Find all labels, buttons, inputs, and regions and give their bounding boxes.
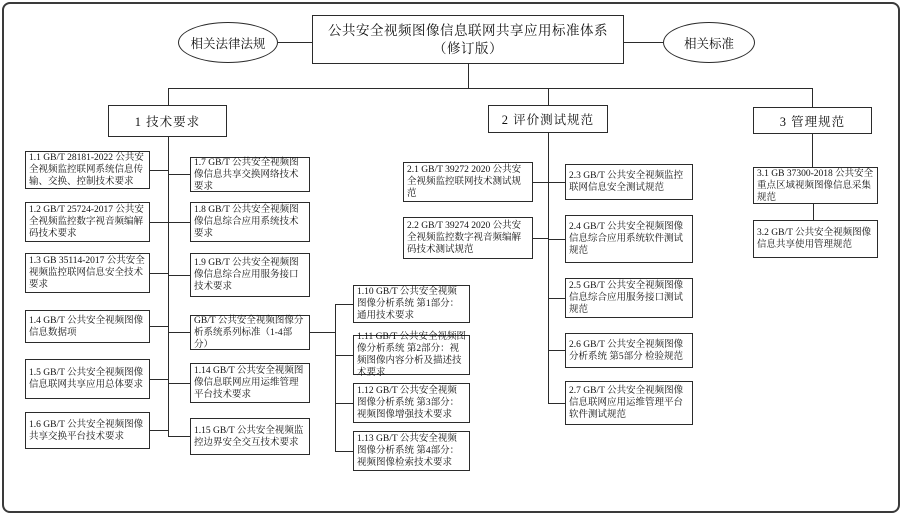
connector-line: [168, 436, 190, 437]
connector-line: [168, 275, 190, 276]
connector-line: [335, 451, 353, 452]
std-box-1-15: 1.15 GB/T 公共安全视频监控边界安全交互技术要求: [190, 418, 310, 455]
connector-line: [168, 88, 169, 105]
connector-line: [533, 182, 548, 183]
std-box-1-13: 1.13 GB/T 公共安全视频图像分析系统 第4部分：视频图像检索技术要求: [353, 431, 470, 471]
branch-1-header: [108, 105, 227, 137]
connector-line: [335, 355, 353, 356]
connector-line: [150, 273, 168, 274]
connector-line: [813, 204, 814, 220]
related-laws-label: 相关法律法规: [190, 36, 266, 51]
std-box-series: GB/T 公共安全视频图像分析系统系列标准（1-4部分）: [190, 315, 310, 350]
std-box-1-6: 1.6 GB/T 公共安全视频图像共享交换平台技术要求: [25, 412, 150, 449]
std-box-1-8: 1.8 GB/T 公共安全视频图像信息综合应用系统技术要求: [190, 202, 310, 242]
connector-line: [335, 304, 336, 451]
connector-line: [548, 298, 565, 299]
title-box: [312, 15, 624, 64]
connector-line: [168, 222, 190, 223]
connector-line: [624, 42, 663, 43]
connector-line: [468, 64, 469, 88]
connector-line: [548, 133, 549, 403]
connector-line: [168, 174, 190, 175]
connector-line: [278, 42, 312, 43]
connector-line: [548, 403, 565, 404]
connector-line: [150, 222, 168, 223]
branch-3-label: 3 管理规范: [779, 114, 846, 129]
connector-line: [168, 88, 813, 89]
related-laws-ellipse: [178, 22, 278, 63]
std-box-1-10: 1.10 GB/T 公共安全视频图像分析系统 第1部分：通用技术要求: [353, 285, 470, 323]
connector-line: [150, 379, 168, 380]
std-box-3-1: 3.1 GB 37300-2018 公共安全重点区域视频图像信息采集规范: [753, 167, 878, 204]
branch-2-label: 2 评价测试规范: [501, 113, 595, 127]
connector-line: [168, 332, 190, 333]
std-box-1-4: 1.4 GB/T 公共安全视频图像信息数据项: [25, 310, 150, 343]
std-box-2-3: 2.3 GB/T 公共安全视频监控联网信息安全测试规范: [565, 164, 693, 200]
std-box-1-2: 1.2 GB/T 25724-2017 公共安全视频监控数字视音频编解码技术要求: [25, 202, 150, 242]
connector-line: [150, 170, 168, 171]
std-box-1-12: 1.12 GB/T 公共安全视频图像分析系统 第3部分：视频图像增强技术要求: [353, 383, 470, 423]
title-line2: （修订版）: [433, 40, 503, 56]
connector-line: [533, 238, 548, 239]
std-box-2-2: 2.2 GB/T 39274 2020 公共安全视频监控数字视音频编解码技术测试规范: [403, 217, 533, 259]
connector-line: [150, 326, 168, 327]
connector-line: [548, 350, 565, 351]
std-box-1-9: 1.9 GB/T 公共安全视频图像信息综合应用服务接口技术要求: [190, 253, 310, 297]
connector-line: [168, 137, 169, 436]
connector-line: [812, 88, 813, 107]
std-box-2-5: 2.5 GB/T 公共安全视频图像信息综合应用服务接口测试规范: [565, 278, 693, 318]
std-box-1-14: 1.14 GB/T 公共安全视频图像信息联网应用运维管理平台技术要求: [190, 363, 310, 403]
std-box-2-1: 2.1 GB/T 39272 2020 公共安全视频监控联网技术测试规范: [403, 162, 533, 202]
related-standards-ellipse: [663, 22, 755, 63]
std-box-1-5: 1.5 GB/T 公共安全视频图像信息联网共享应用总体要求: [25, 359, 150, 399]
connector-line: [335, 304, 353, 305]
std-box-1-1: 1.1 GB/T 28181-2022 公共安全视频监控联网系统信息传输、交换、控制技术要求: [25, 151, 150, 189]
connector-line: [168, 383, 190, 384]
connector-line: [150, 430, 168, 431]
std-box-1-3: 1.3 GB 35114-2017 公共安全视频监控联网信息安全技术要求: [25, 253, 150, 293]
std-box-2-6: 2.6 GB/T 公共安全视频图像分析系统 第5部分 检验规范: [565, 333, 693, 368]
branch-2-header: [488, 105, 608, 133]
connector-line: [548, 239, 565, 240]
connector-line: [812, 134, 813, 167]
std-box-2-7: 2.7 GB/T 公共安全视频图像信息联网应用运维管理平台软件测试规范: [565, 381, 693, 425]
title-line1: 公共安全视频图像信息联网共享应用标准体系: [328, 22, 608, 38]
related-standards-label: 相关标准: [683, 36, 734, 51]
connector-line: [310, 332, 335, 333]
connector-line: [548, 88, 549, 105]
std-box-3-2: 3.2 GB/T 公共安全视频图像信息共享使用管理规范: [753, 220, 878, 258]
connector-line: [335, 403, 353, 404]
std-box-2-4: 2.4 GB/T 公共安全视频图像信息综合应用系统软件测试规范: [565, 215, 693, 263]
std-box-1-7: 1.7 GB/T 公共安全视频图像信息共享交换网络技术要求: [190, 157, 310, 192]
branch-3-header: [753, 107, 872, 134]
std-box-1-11: 1.11 GB/T 公共安全视频图像分析系统 第2部分：视频图像内容分析及描述技术要求: [353, 335, 470, 375]
branch-1-label: 1 技术要求: [134, 115, 201, 129]
connector-line: [548, 182, 565, 183]
